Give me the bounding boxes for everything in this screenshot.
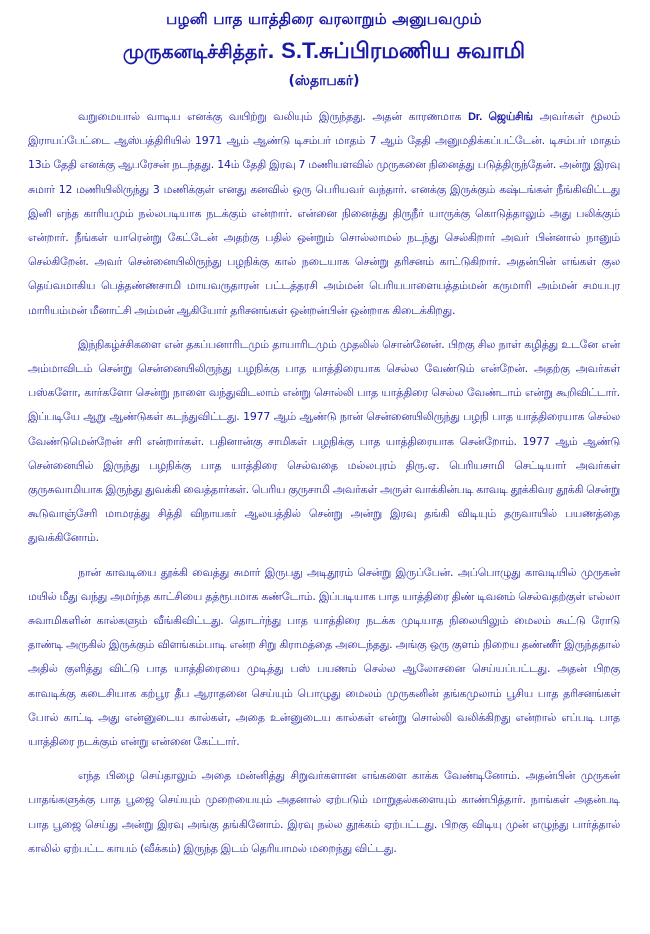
doctor-name: Dr. ஜெய்சிங் [468, 111, 533, 123]
author-role: (ஸ்தாபகர்) [288, 73, 360, 89]
paragraph-1 [28, 105, 620, 323]
paragraph-1-part-a: வறுமையால் வாடிய எனக்கு வயிற்று வலியும் இருந்தது. அதன் காரணமாக [78, 110, 469, 123]
paragraph-1-part-b: அவர்கள் மூலம் இராயப்பேட்டை ஆஸ்பத்திரியில் 1971 ஆம் ஆண்டு டிசம்பர் மாதம் 7 ஆம் தேதி அனுமதிக்கப்பட்டேன். டிசம்பர் மாதம் 13ம் தேதி எனக்கு ஆபரேசன் நடந்தது. 14ம் தேதி இரவு 7 மணியளவில் முருகனை நினைத்து படுத்திருந்தேன். அன்று இரவு சுமார் 12 மணியிலிருந்து 3 மணிக்குள் எனது கனவில் ஒரு பெரியவர் வந்தார். எனக்கு இருக்கும் கஷ்டங்கள் நீங்கிவிட்டது இனி எந்த காரியமும் நல்லபடியாக நடக்கும் என்றார். என்னை நினைத்து திருநீர் யாருக்கு கொடுத்தாலும் அது பலிக்கும் என்றார். நீங்கள் யாரென்று கேட்டேன் அதற்கு பதில் ஒன்றும் சொல்லாமல் நடந்து செல்கிறார் அவர் பின்னால் நானும் செல்கிறேன். அவர் சென்னையிலிருந்து பழநிக்கு கால் நடையாக சென்று தரிசனம் காட்டுகிறார். அதன்பின் எங்கள் குல தெய்வமாகிய பெத்தண்ணசாமி மாயவருதாரன் பட்டத்தரசி அம்மன் பெரியபாளையத்தம்மன் கருமாரி அம்மன் சமயபுர மாரியம்மன் மீனாட்சி அம்மன் ஆகியோர் தரிசனங்கள் ஒன்றன்பின் ஒன்றாக கிடைக்கிறது. [28, 110, 621, 317]
author-line [28, 36, 620, 67]
paragraph-2: இந்நிகழ்ச்சிகளை என் தகப்பனாரிடமும் தாயாரிடமும் முதலில் சொன்னேன். பிறகு சில நாள் கழித்து உடனே என் அம்மாவிடம் சென்று சென்னையிலிருந்து பழநிக்கு பாத யாத்திரையாக செல்ல வேண்டும் என்றேன். அதற்கு அவர்கள் பஸ்களோ, கார்களோ சென்று நாளை வந்துவிடலாம் என்று சொல்லி பாத யாத்திரை செல்ல வேண்டாம் என்று கூறிவிட்டார். இப்படியே ஆறு ஆண்டுகள் கடந்துவிட்டது. 1977 ஆம் ஆண்டு நான் சென்னையிலிருந்து பழநி பாத யாத்திரையாக செல்ல வேண்டுமென்றேன் சரி என்றார்கள். பதினான்கு சாமிகள் பழநிக்கு பாத யாத்திரையாக சென்றோம். 1977 ஆம் ஆண்டு சென்னையில் இருந்து பழநிக்கு பாத யாத்திரை செல்வதை மல்லபுரம் திரு.ஏ. பெரியசாமி செட்டியார் அவர்கள் குருசுவாமியாக இருந்து துவக்கி வைத்தார்கள். பெரிய குருசாமி அவர்கள் அருள் வாக்கின்படி காவடி தூக்கிவர தூக்கி சென்று கூடுவாஞ்சேரி மாமரத்து சித்தி விநாயகர் ஆலயத்தில் சென்று அன்று இரவு தங்கி விடியும் தருவாயில் பயணத்தை துவக்கினோம். [28, 337, 620, 545]
paragraph-4: எந்த பிழை செய்தாலும் அதை மன்னித்து சிறுவர்களான எங்களை காக்க வேண்டினோம். அதன்பின் முருகன் பாதங்களுக்கு பாத பூஜை செய்யும் முறையையும் அதனால் ஏற்படும் மாறுதல்களையும் காண்பித்தார். நாங்கள் அதன்படி பாத பூஜை செய்து அன்று இரவு அங்கு தங்கினோம். இரவு நல்ல தூக்கம் ஏற்பட்டது. பிறகு விடியு முன் எழுந்து பார்த்தால் காலில் ஏற்பட்ட காயம் (வீக்கம்) இருந்த இடம் தெரியாமல் மறைந்து விட்டது. [28, 769, 620, 855]
document-title: பழனி பாத யாத்திரை வரலாறும் அனுபவமும் [166, 10, 482, 28]
paragraph-3: நான் காவடியை தூக்கி வைத்து சுமார் இருபது அடிதூரம் சென்று இருப்பேன். அப்பொழுது காவடியில் முருகன் மயில் மீது வந்து அமர்ந்த காட்சியை தத்ரூபமாக கண்டோம். இப்படியாக பாத யாத்திரை திண் டிவனம் செல்வதற்குள் எல்லா சுவாமிகளின் கால்களும் வீங்கிவிட்டது. தொடர்ந்து பாத யாத்திரை நடக்க முடியாத நிலையிலும் மைலம் கூட்டு ரோடு தாண்டி அருகில் இருக்கும் விளங்கம்பாடி என்ற சிறு கிராமத்தை அடைந்தது. அங்கு ஒரு குளம் நிறைய தண்ணீர் இருந்ததால் அதில் குளித்து விட்டு பாத யாத்திரையை முடித்து பஸ் பயணம் செல்ல ஆலோசனை செய்யப்பட்டது. அதன் பிறகு காவடிக்கு கடைசியாக கற்பூர தீப ஆராதனை செய்யும் பொழுது மைலம் முருகனின் தங்கமுலாம் பூசிய பாத தரிசனங்கள் போல் காட்டி அது என்னுடைய கால்கள், அதை உன்னுடைய கால்கள் என்று சொல்லி வலிக்கிறது என்றால் எப்படி பாத யாத்திரை நடக்கும் என்று என்னை கேட்டார். [28, 565, 620, 749]
author-name: S.T.சுப்பிரமணிய சுவாமி [281, 38, 526, 63]
author-honorific: முருகனடிச்சித்தர். [122, 41, 282, 63]
